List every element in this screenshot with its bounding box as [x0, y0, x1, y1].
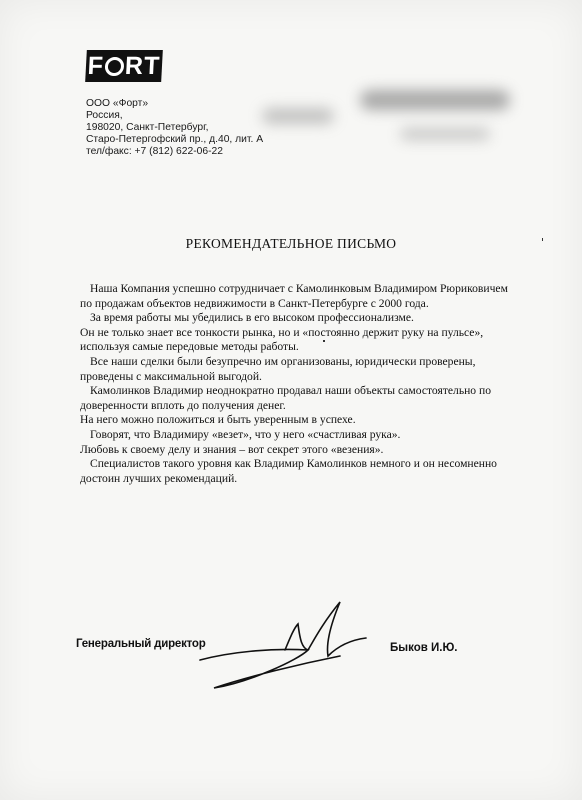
handwritten-signature	[190, 590, 380, 700]
paragraph: Любовь к своему делу и знания – вот секрет этого «везения».	[80, 442, 384, 456]
logo-text: F RT	[86, 51, 162, 80]
scan-speck	[323, 340, 325, 342]
paragraph: Камолинков Владимир неоднократно продавал наши объекты самостоятельно по доверенности вплоть до получения денег.	[80, 384, 492, 412]
company-logo	[85, 50, 163, 82]
company-city: 198020, Санкт-Петербург,	[86, 122, 209, 133]
letter-title: РЕКОМЕНДАТЕЛЬНОЕ ПИСЬМО	[185, 236, 397, 251]
company-name: ООО «Форт»	[86, 98, 149, 109]
paragraph: Специалистов такого уровня как Владимир Камолинков немного и он несомненно достоин лучших рекомендаций.	[80, 457, 497, 485]
company-phone: тел/факс: +7 (812) 622-06-22	[86, 146, 223, 157]
company-country: Россия,	[86, 110, 123, 121]
paragraph: За время работы мы убедились в его высоком профессионализме.	[90, 311, 414, 325]
letter-body	[80, 282, 510, 486]
signatory-role: Генеральный директор	[76, 638, 206, 650]
company-details	[86, 98, 263, 158]
redacted-area-1	[360, 90, 510, 110]
redacted-area-2	[262, 108, 334, 124]
signatory-name: Быков И.Ю.	[390, 642, 458, 654]
paragraph: Наша Компания успешно сотрудничает с Камолинковым Владимиром Рюриковичем по продажам объектов недвижимости в Санкт-Петербурге с 2000 года.	[80, 282, 508, 310]
paragraph: На него можно положиться и быть уверенным в успехе.	[80, 413, 356, 427]
scan-speck	[542, 238, 543, 241]
paragraph: Говорят, что Владимиру «везет», что у него «счастливая рука».	[90, 427, 401, 441]
redacted-area-3	[400, 128, 490, 140]
company-address: Старо-Петергофский пр., д.40, лит. А	[86, 134, 264, 145]
paragraph: Он не только знает все тонкости рынка, но и «постоянно держит руку на пульсе», используя самые передовые методы работы.	[80, 325, 484, 354]
paragraph: Все наши сделки были безупречно им организованы, юридически проверены, проведены с максимальной выгодой.	[80, 354, 476, 383]
